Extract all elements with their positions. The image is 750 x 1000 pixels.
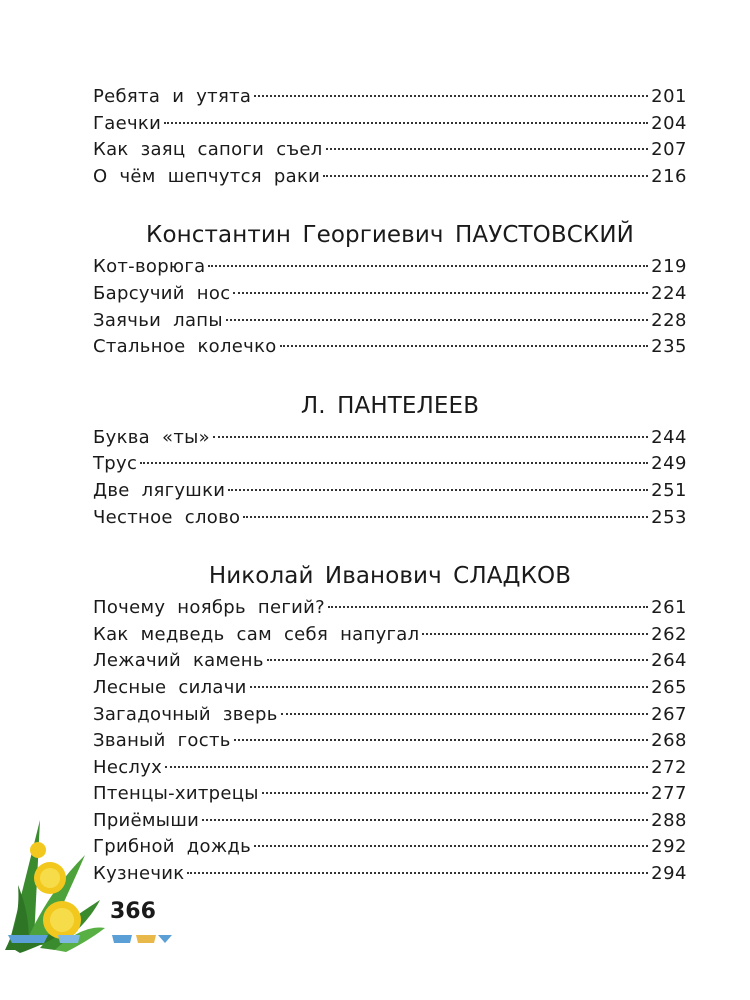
entry-title: Неслух xyxy=(93,756,163,778)
dot-leader xyxy=(323,175,648,177)
dot-leader xyxy=(254,845,648,847)
entry-page: 251 xyxy=(651,479,687,501)
toc-entry[interactable] xyxy=(93,781,687,808)
page-number: 366 xyxy=(110,899,156,924)
entry-page: 294 xyxy=(651,863,687,885)
entry-title: Почему ноябрь пегий? xyxy=(93,597,325,619)
toc-entry[interactable] xyxy=(93,808,687,835)
entry-title: Как медведь сам себя напугал xyxy=(93,623,420,645)
entry-page: 264 xyxy=(651,650,687,672)
entry-title: Званый гость xyxy=(93,730,231,752)
dot-leader xyxy=(228,489,648,491)
toc-entry[interactable] xyxy=(93,622,687,649)
dot-leader xyxy=(213,436,648,438)
toc-entry[interactable] xyxy=(93,111,687,138)
toc-entry[interactable] xyxy=(93,728,687,755)
toc-section xyxy=(93,220,687,360)
entry-page: 253 xyxy=(651,506,687,528)
dot-leader xyxy=(280,345,649,347)
toc-entry[interactable] xyxy=(93,505,687,532)
author-heading: Константин Георгиевич ПАУСТОВСКИЙ xyxy=(146,222,634,249)
entry-page: 261 xyxy=(651,597,687,619)
toc-entry[interactable] xyxy=(93,861,687,888)
entry-title: Стальное колечко xyxy=(93,336,277,358)
entry-page: 262 xyxy=(651,623,687,645)
entry-page: 207 xyxy=(651,139,687,161)
entry-title: Грибной дождь xyxy=(93,836,252,858)
entry-page: 224 xyxy=(651,282,687,304)
entry-page: 235 xyxy=(651,336,687,358)
entry-page: 292 xyxy=(651,836,687,858)
entry-title: Трус xyxy=(93,453,138,475)
entry-title: Птенцы-хитрецы xyxy=(93,783,259,805)
entry-page: 277 xyxy=(651,783,687,805)
entry-title: Ребята и утята xyxy=(93,86,252,107)
entry-page: 249 xyxy=(651,453,687,475)
entry-title: Барсучий нос xyxy=(93,282,231,304)
toc-entry[interactable] xyxy=(93,755,687,782)
dot-leader xyxy=(328,606,648,608)
author-heading: Л. ПАНТЕЛЕЕВ xyxy=(300,392,480,419)
toc-entry[interactable] xyxy=(93,164,687,191)
toc-entry[interactable] xyxy=(93,595,687,622)
entry-title: Кот-ворюга xyxy=(93,256,206,278)
dot-leader xyxy=(262,792,648,794)
dot-leader xyxy=(234,739,649,741)
dot-leader xyxy=(250,686,648,688)
toc-entry[interactable] xyxy=(93,478,687,505)
dot-leader xyxy=(233,292,648,294)
dot-leader xyxy=(187,872,648,874)
entry-title: Кузнечик xyxy=(93,863,185,885)
dot-leader xyxy=(254,95,648,97)
toc-section xyxy=(93,391,687,531)
entry-title: О чём шепчутся раки xyxy=(93,165,321,187)
dot-leader xyxy=(267,659,648,661)
dot-leader xyxy=(326,148,649,150)
entry-title: Как заяц сапоги съел xyxy=(93,139,323,161)
toc-entry[interactable] xyxy=(93,451,687,478)
entry-page: 228 xyxy=(651,309,687,331)
entry-page: 201 xyxy=(651,86,687,107)
dot-leader xyxy=(281,713,649,715)
entry-page: 288 xyxy=(651,809,687,831)
dandelion-decoration xyxy=(0,800,180,960)
toc-entry[interactable] xyxy=(93,308,687,335)
entry-page: 219 xyxy=(651,256,687,278)
entry-title: Приёмыши xyxy=(93,809,200,831)
entry-page: 272 xyxy=(651,756,687,778)
dot-leader xyxy=(140,462,648,464)
dot-leader xyxy=(165,766,648,768)
entry-page: 265 xyxy=(651,676,687,698)
author-heading: Николай Иванович СЛАДКОВ xyxy=(208,563,572,590)
entry-title: Две лягушки xyxy=(93,479,226,501)
dot-leader xyxy=(243,516,648,518)
toc-entry[interactable] xyxy=(93,425,687,452)
entry-title: Загадочный зверь xyxy=(93,703,278,725)
entry-page: 244 xyxy=(651,426,687,448)
toc-entry[interactable] xyxy=(93,334,687,361)
table-of-contents xyxy=(93,84,687,918)
entry-page: 268 xyxy=(651,730,687,752)
dot-leader xyxy=(226,319,648,321)
dot-leader xyxy=(202,819,648,821)
toc-section xyxy=(93,84,687,190)
toc-entry[interactable] xyxy=(93,281,687,308)
entry-page: 204 xyxy=(651,112,687,134)
toc-entry[interactable] xyxy=(93,254,687,281)
entry-page: 267 xyxy=(651,703,687,725)
dot-leader xyxy=(164,122,648,124)
entry-page: 216 xyxy=(651,165,687,187)
entry-title: Лежачий камень xyxy=(93,650,264,672)
toc-entry[interactable] xyxy=(93,648,687,675)
toc-entry[interactable] xyxy=(93,675,687,702)
entry-title: Честное слово xyxy=(93,506,241,528)
dot-leader xyxy=(208,265,648,267)
entry-title: Лесные силачи xyxy=(93,676,247,698)
entry-title: Гаечки xyxy=(93,112,162,134)
toc-section xyxy=(93,561,687,888)
toc-entry[interactable] xyxy=(93,84,687,111)
entry-title: Заячьи лапы xyxy=(93,309,223,331)
toc-entry[interactable] xyxy=(93,137,687,164)
toc-entry[interactable] xyxy=(93,702,687,729)
toc-entry[interactable] xyxy=(93,834,687,861)
entry-title: Буква «ты» xyxy=(93,426,210,448)
dot-leader xyxy=(422,633,648,635)
